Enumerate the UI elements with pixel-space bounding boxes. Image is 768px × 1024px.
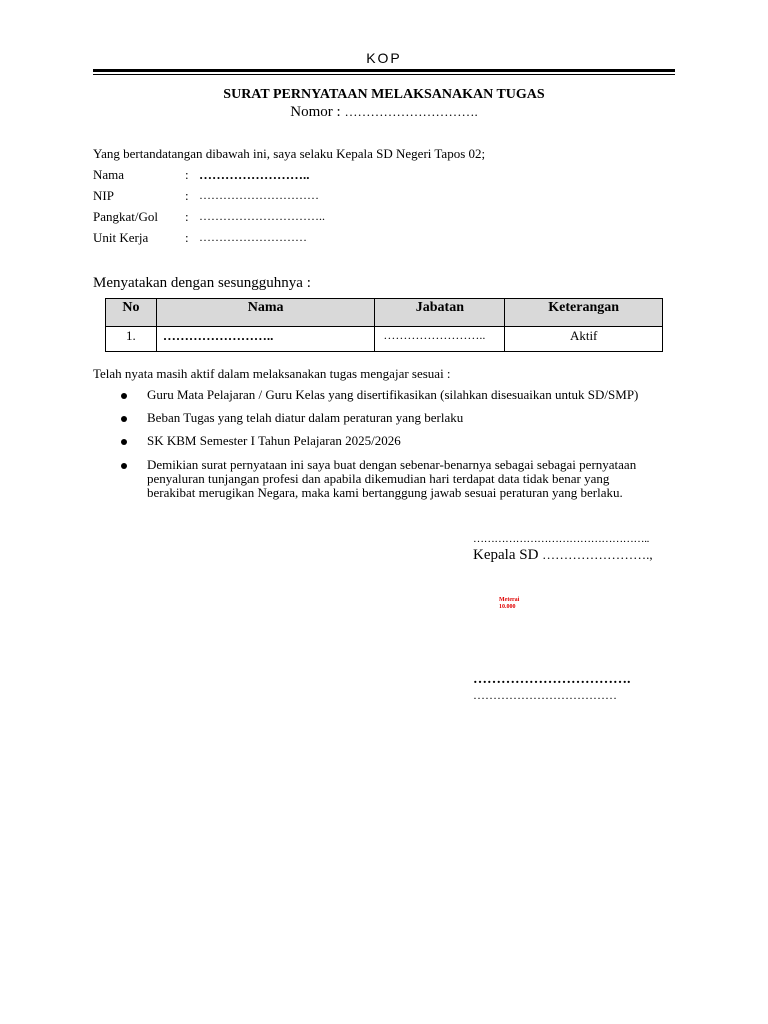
identity-value: ………………………….. [199, 209, 325, 223]
list-item-text: Beban Tugas yang telah diatur dalam peraturan yang berlaku [147, 410, 464, 425]
identity-label: Pangkat/Gol [93, 209, 158, 224]
meterai-stamp [499, 597, 519, 611]
table-cell-keterangan: Aktif [505, 327, 663, 352]
letterhead-rule-thick [93, 69, 675, 72]
document-title: SURAT PERNYATAAN MELAKSANAKAN TUGAS [223, 87, 545, 102]
table-cell-nama: …………………….. [156, 327, 375, 352]
document-number [93, 104, 675, 121]
identity-label: NIP [93, 188, 114, 203]
nomor-label: Nomor : [290, 104, 341, 120]
identity-value: ………………………… [199, 188, 319, 202]
table-row [106, 327, 663, 352]
identity-colon: : [185, 230, 189, 245]
table-header-no: No [106, 299, 157, 327]
signature-title-value: ……………………., [542, 547, 653, 562]
identity-label: Nama [93, 167, 125, 182]
signature-title [473, 547, 653, 564]
meterai-line2: 10.000 [499, 604, 516, 610]
nomor-value: …………………………. [344, 104, 478, 119]
identity-label: Unit Kerja [93, 230, 149, 245]
bullet-icon [121, 463, 127, 469]
declaration-heading: Menyatakan dengan sesungguhnya : [93, 275, 311, 291]
table-cell-no: 1. [106, 327, 157, 352]
identity-colon: : [185, 188, 189, 203]
table-cell-jabatan: …………………….. [375, 327, 505, 352]
signature-title-label: Kepala SD [473, 547, 539, 563]
bullet-icon [121, 393, 127, 399]
staff-table [105, 298, 663, 352]
identity-value: ……………………… [199, 230, 307, 244]
identity-value: …………………….. [199, 167, 310, 182]
bullet-icon [121, 416, 127, 422]
letterhead-kop: KOP [366, 50, 402, 66]
intro-paragraph: Yang bertandatangan dibawah ini, saya selaku Kepala SD Negeri Tapos 02; [93, 146, 486, 161]
list-item-text: Guru Mata Pelajaran / Guru Kelas yang disertifikasikan (silahkan disesuaikan untuk SD/SMP) [147, 387, 639, 402]
table-header-keterangan: Keterangan [505, 299, 663, 327]
signature-place-date: ………………………………………….. [473, 533, 650, 545]
identity-colon: : [185, 167, 189, 182]
table-header-nama: Nama [156, 299, 375, 327]
table-header-row [106, 299, 663, 327]
list-item-text: SK KBM Semester I Tahun Pelajaran 2025/2026 [147, 433, 401, 448]
letterhead-rule-thin [93, 74, 675, 75]
meterai-line1: Meterai [499, 597, 520, 603]
signature-nip: ……………………………… [473, 688, 617, 702]
statement-paragraph: Telah nyata masih aktif dalam melaksanakan tugas mengajar sesuai : [93, 366, 451, 381]
identity-colon: : [185, 209, 189, 224]
bullet-icon [121, 439, 127, 445]
list-item-text: Demikian surat pernyataan ini saya buat dengan sebenar-benarnya sebagai sebagai pernyataan penyaluran tunjangan profesi dan apabila dikemudian hari terdapat data tidak benar yang berakibat merugikan Negara, maka kami bertanggung jawab sesuai peraturan yang berlaku. [147, 457, 637, 500]
signature-name: ……………………………. [473, 672, 631, 687]
table-header-jabatan: Jabatan [375, 299, 505, 327]
